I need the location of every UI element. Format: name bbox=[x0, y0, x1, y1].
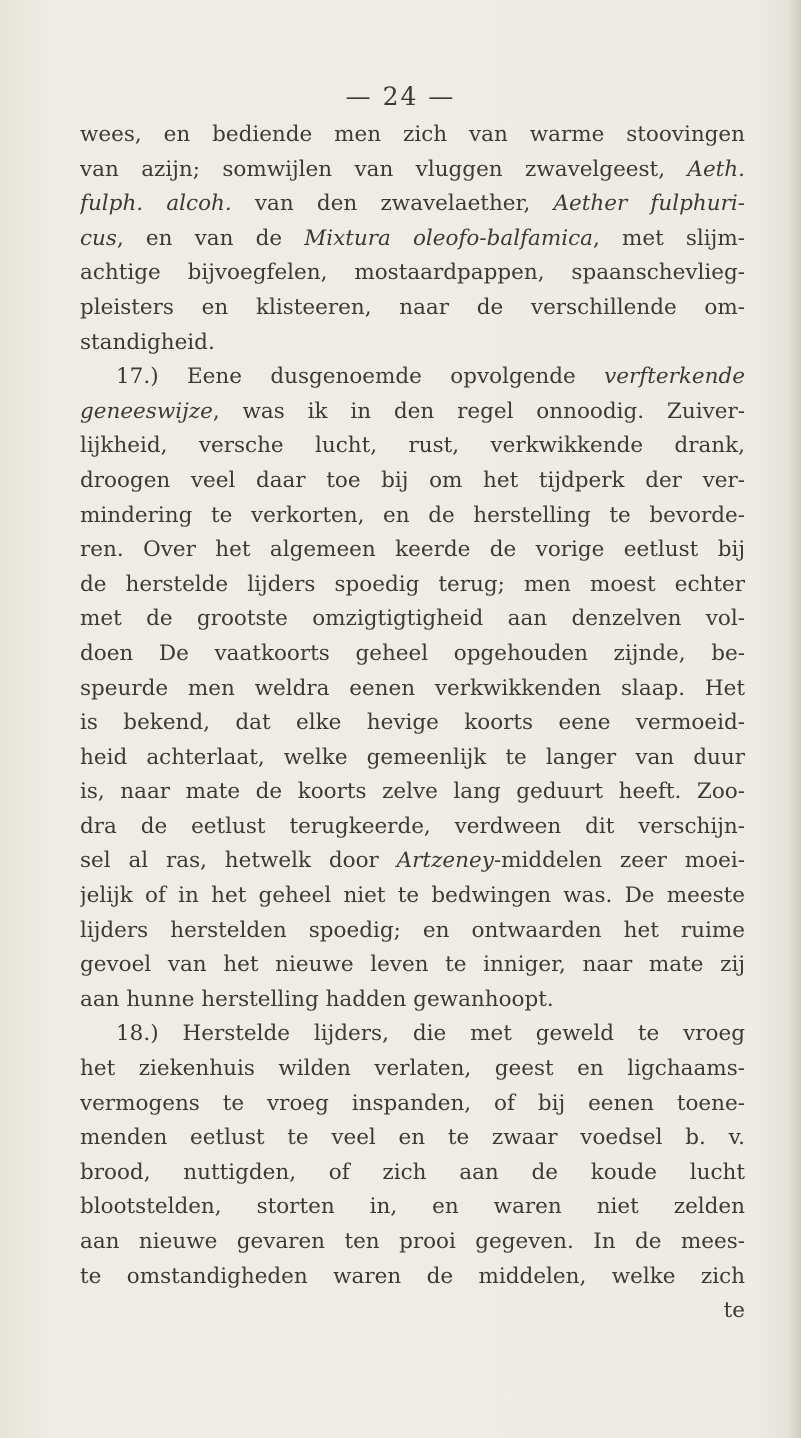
text-segment: met de grootste omzigtigtigheid aan denzelven vol- bbox=[80, 606, 745, 632]
text-segment: mindering te verkorten, en de herstelling te bevorde- bbox=[80, 502, 745, 528]
text-line bbox=[80, 1260, 745, 1295]
text-line bbox=[80, 1294, 745, 1329]
text-segment: jelijk of in het geheel niet te bedwingen was. De meeste bbox=[80, 883, 745, 909]
text-line bbox=[80, 429, 745, 464]
text-segment: de herstelde lijders spoedig terug; men moest echter bbox=[80, 571, 745, 597]
text-line bbox=[80, 810, 745, 845]
text-line bbox=[80, 1052, 745, 1087]
text-segment: achtige bijvoegfelen, mostaardpappen, spaanschevlieg- bbox=[80, 260, 745, 286]
text-line bbox=[80, 1190, 745, 1225]
text-segment: lijkheid, versche lucht, rust, verkwikkende drank, bbox=[80, 433, 745, 459]
text-line bbox=[80, 672, 745, 707]
text-line bbox=[80, 395, 745, 430]
text-line bbox=[80, 533, 745, 568]
text-line bbox=[80, 637, 745, 672]
text-segment: droogen veel daar toe bij om het tijdperk der ver- bbox=[80, 467, 745, 493]
text-segment: blootstelden, storten in, en waren niet zelden bbox=[80, 1194, 745, 1220]
text-line bbox=[80, 360, 745, 395]
text-line bbox=[80, 568, 745, 603]
text-line bbox=[80, 948, 745, 983]
text-line bbox=[80, 1121, 745, 1156]
text-segment: is bekend, dat elke hevige koorts eene vermoeid- bbox=[80, 710, 745, 736]
text-segment: het ziekenhuis wilden verlaten, geest en ligchaams- bbox=[80, 1056, 745, 1082]
text-segment: te bbox=[723, 1298, 745, 1324]
italic-text-segment: fulph. alcoh. bbox=[80, 191, 232, 217]
italic-text-segment: Mixtura oleofo-balfamica bbox=[304, 225, 593, 251]
text-line bbox=[80, 326, 745, 361]
text-line bbox=[80, 1156, 745, 1191]
text-line bbox=[80, 222, 745, 257]
text-segment: speurde men weldra eenen verkwikkenden slaap. Het bbox=[80, 675, 745, 701]
text-line bbox=[80, 1225, 745, 1260]
body-text bbox=[80, 118, 745, 1329]
text-segment: , en van de bbox=[116, 225, 305, 251]
text-segment: menden eetlust te veel en te zwaar voedsel b. v. bbox=[80, 1125, 745, 1151]
text-line bbox=[80, 118, 745, 153]
text-line bbox=[80, 741, 745, 776]
text-segment: , met slijm- bbox=[593, 225, 745, 251]
text-line bbox=[80, 844, 745, 879]
text-segment: van azijn; somwijlen van vluggen zwavelgeest, bbox=[80, 156, 688, 182]
text-line bbox=[80, 706, 745, 741]
text-segment: brood, nuttigden, of zich aan de koude lucht bbox=[80, 1159, 745, 1185]
text-segment: standigheid. bbox=[80, 329, 215, 355]
page-number-header: — 24 — bbox=[345, 82, 456, 111]
text-segment: wees, en bediende men zich van warme stoovingen bbox=[80, 122, 745, 147]
text-segment: gevoel van het nieuwe leven te inniger, naar mate zij bbox=[80, 952, 745, 978]
text-line bbox=[80, 291, 745, 326]
text-segment: , was ik in den regel onnoodig. Zuiver- bbox=[212, 398, 745, 424]
italic-text-segment: geneeswijze bbox=[80, 398, 213, 424]
text-segment: aan nieuwe gevaren ten prooi gegeven. In de mees- bbox=[80, 1229, 745, 1254]
text-segment: -middelen zeer moei- bbox=[493, 848, 745, 874]
text-line bbox=[80, 499, 745, 534]
page-edge-shadow bbox=[787, 0, 801, 1438]
italic-text-segment: Artzeney bbox=[396, 848, 494, 874]
text-line bbox=[80, 464, 745, 499]
text-segment: 17.) Eene dusgenoemde opvolgende bbox=[116, 364, 605, 390]
italic-text-segment: Aeth. bbox=[687, 156, 745, 182]
text-segment: is, naar mate de koorts zelve lang geduurt heeft. Zoo- bbox=[80, 779, 745, 805]
text-segment: aan hunne herstelling hadden gewanhoopt. bbox=[80, 986, 554, 1012]
text-segment: vermogens te vroeg inspanden, of bij eenen toene- bbox=[80, 1090, 745, 1116]
italic-text-segment: verfterkende bbox=[604, 364, 745, 390]
italic-text-segment: cus bbox=[80, 225, 117, 251]
text-segment: sel al ras, hetwelk door bbox=[80, 848, 397, 874]
text-line bbox=[80, 879, 745, 914]
text-segment: van den zwavelaether, bbox=[231, 191, 554, 217]
text-line bbox=[80, 1017, 745, 1052]
text-line bbox=[80, 914, 745, 949]
text-segment: ren. Over het algemeen keerde de vorige eetlust bij bbox=[80, 537, 745, 563]
text-segment: doen De vaatkoorts geheel opgehouden zijnde, be- bbox=[80, 640, 745, 666]
text-line bbox=[80, 153, 745, 188]
italic-text-segment: Aether fulphuri- bbox=[553, 191, 745, 217]
text-line bbox=[80, 775, 745, 810]
text-segment: pleisters en klisteeren, naar de verschillende om- bbox=[80, 294, 745, 320]
text-line bbox=[80, 1087, 745, 1122]
text-line bbox=[80, 256, 745, 291]
text-segment: 18.) Herstelde lijders, die met geweld te vroeg bbox=[116, 1021, 745, 1047]
text-line bbox=[80, 602, 745, 637]
text-line bbox=[80, 983, 745, 1018]
text-segment: dra de eetlust terugkeerde, verdween dit verschijn- bbox=[80, 813, 745, 839]
text-line bbox=[80, 187, 745, 222]
text-segment: te omstandigheden waren de middelen, welke zich bbox=[80, 1263, 745, 1289]
text-segment: heid achterlaat, welke gemeenlijk te langer van duur bbox=[80, 744, 745, 770]
text-segment: lijders herstelden spoedig; en ontwaarden het ruime bbox=[80, 917, 745, 943]
